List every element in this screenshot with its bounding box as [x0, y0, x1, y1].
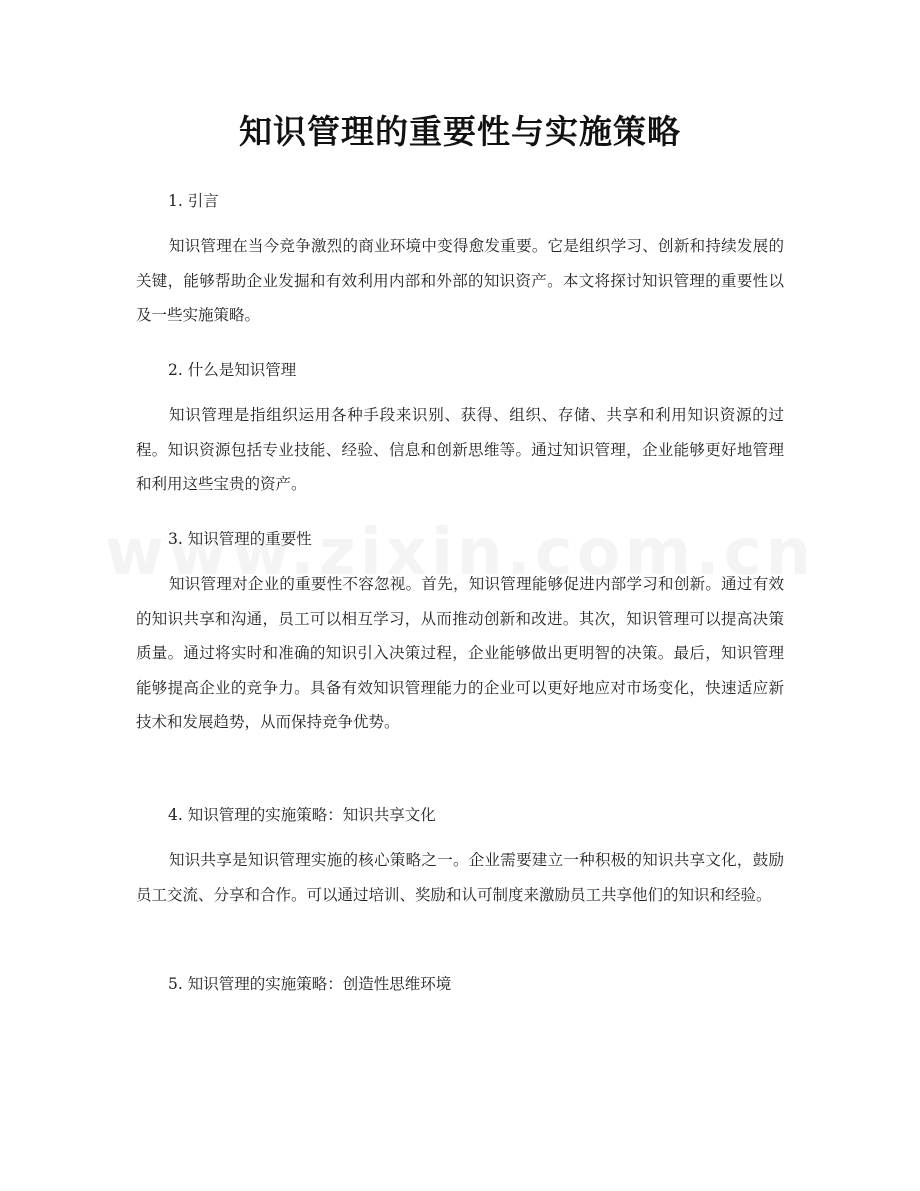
section-paragraph-definition: 知识管理是指组织运用各种手段来识别、获得、组织、存储、共享和利用知识资源的过程。知识资源包括专业技能、经验、信息和创新思维等。通过知识管理，企业能够更好地管理和利用这些宝贵的资产。	[136, 406, 784, 493]
section-heading-definition: 2. 什么是知识管理	[168, 361, 297, 379]
section-heading-importance: 3. 知识管理的重要性	[168, 530, 312, 548]
section-paragraph-importance: 知识管理对企业的重要性不容忽视。首先，知识管理能够促进内部学习和创新。通过有效的知识共享和沟通，员工可以相互学习，从而推动创新和改进。其次，知识管理可以提高决策质量。通过将实时和准确的知识引入决策过程，企业能够做出更明智的决策。最后，知识管理能够提高企业的竞争力。具备有效知识管理能力的企业可以更好地应对市场变化，快速适应新技术和发展趋势，从而保持竞争优势。	[136, 575, 784, 731]
section-paragraph-sharing-culture: 知识共享是知识管理实施的核心策略之一。企业需要建立一种积极的知识共享文化，鼓励员工交流、分享和合作。可以通过培训、奖励和认可制度来激励员工共享他们的知识和经验。	[136, 851, 784, 904]
section-heading-creative-environment: 5. 知识管理的实施策略：创造性思维环境	[168, 975, 452, 993]
page-title: 知识管理的重要性与实施策略	[239, 112, 681, 151]
section-paragraph-introduction: 知识管理在当今竞争激烈的商业环境中变得愈发重要。它是组织学习、创新和持续发展的关键，能够帮助企业发掘和有效利用内部和外部的知识资产。本文将探讨知识管理的重要性以及一些实施策略。	[136, 237, 784, 324]
section-heading-sharing-culture: 4. 知识管理的实施策略：知识共享文化	[168, 806, 436, 824]
section-heading-introduction: 1. 引言	[168, 192, 219, 210]
